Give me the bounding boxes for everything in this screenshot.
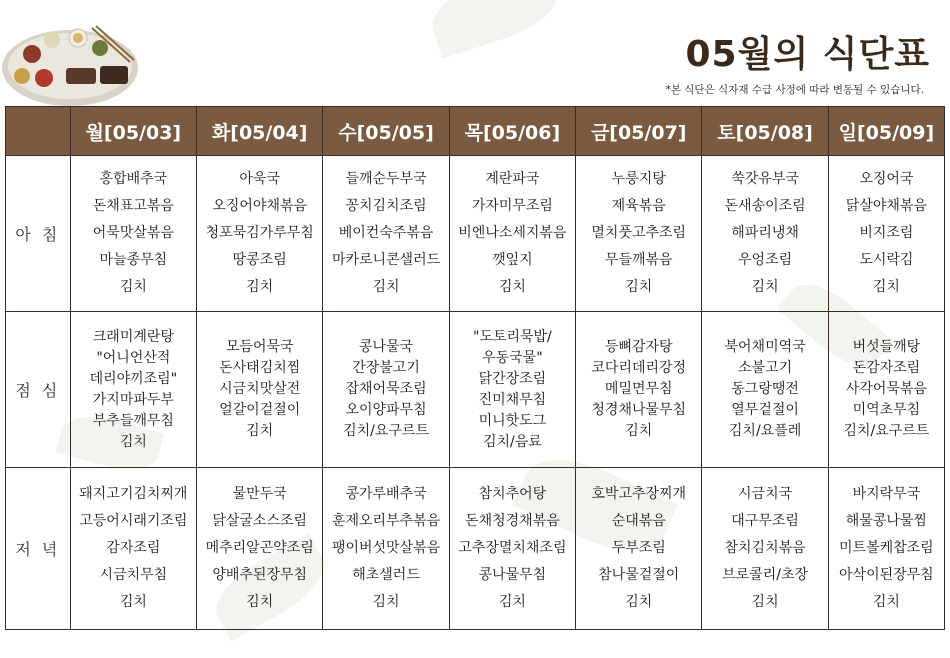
menu-cell (702, 156, 828, 312)
meal-label: 아 침 (6, 156, 71, 312)
dish-item: 해파리냉채 (731, 225, 799, 241)
dish-item: 호박고추장찌개 (591, 486, 687, 502)
dish-item: 동그랑땡전 (731, 381, 799, 397)
dish-item: 잡채어묵조림 (345, 381, 427, 397)
dish-item: 오이양파무침 (345, 402, 427, 418)
dish-item: 베이컨숙주볶음 (338, 225, 434, 241)
dish-item: 시금치국 (738, 486, 793, 502)
dish-item: 시금치맛살전 (219, 381, 301, 397)
menu-cell (828, 312, 944, 468)
dish-item: 김치 (625, 423, 653, 439)
dish-item: 데리야끼조림" (89, 370, 178, 387)
dish-item: 가자미무조림 (471, 198, 553, 214)
dish-item: 브로콜리/초장 (722, 567, 809, 583)
dish-item: 해초샐러드 (352, 567, 420, 583)
menu-cell (70, 312, 196, 468)
menu-cell (828, 156, 944, 312)
dish-item: 고추장멸치채조림 (458, 540, 567, 556)
dish-item: 아욱국 (239, 171, 280, 187)
dish-item: "도토리묵밥/ (473, 328, 552, 345)
menu-cell (702, 468, 828, 630)
background-leaf (424, 0, 566, 59)
dish-item: "어니언산적 (96, 349, 171, 366)
dish-item: 고등어시래기조림 (79, 513, 188, 529)
dish-item: 김치 (751, 279, 779, 295)
dish-item: 오징어야채볶음 (212, 198, 308, 214)
dish-item: 김치 (498, 279, 526, 295)
dish-item: 콩나물무침 (478, 567, 547, 583)
meal-label: 저 녁 (6, 468, 71, 630)
dish-item: 콩가루배추국 (345, 486, 427, 502)
dish-item: 쑥갓유부국 (731, 171, 799, 187)
menu-cell (197, 468, 323, 630)
dish-item: 훈제오리부추볶음 (331, 513, 441, 529)
dish-item: 마카로니콘샐러드 (331, 252, 441, 268)
dish-item: 어묵맛살볶음 (92, 225, 174, 241)
menu-notice: *본 식단은 식자재 수급 사정에 따라 변동될 수 있습니다. (665, 84, 924, 96)
dish-item: 꽁치김치조림 (345, 198, 427, 214)
header-corner (6, 107, 71, 156)
dish-item: 김치/요구르트 (343, 423, 429, 439)
food-photo-icon (0, 18, 140, 108)
day-header: 수[05/05] (323, 107, 449, 156)
dish-item: 참치추어탕 (478, 486, 547, 502)
dish-item: 두부조림 (611, 540, 666, 556)
dish-item: 도시락김 (859, 252, 914, 268)
menu-cell (323, 468, 449, 630)
day-header: 토[05/08] (702, 107, 828, 156)
dish-item: 돈새송이조림 (724, 198, 806, 214)
dish-item: 김치 (246, 279, 274, 295)
dish-item: 김치 (246, 594, 274, 610)
dish-item: 부추들깨무침 (92, 412, 174, 429)
dish-item: 등뼈감자탕 (604, 339, 673, 355)
dish-item: 김치 (246, 423, 274, 439)
dish-item: 소불고기 (738, 360, 793, 376)
dish-item: 참치김치볶음 (724, 540, 806, 556)
dish-item: 양배추된장무침 (212, 567, 308, 583)
dish-item: 북어채미역국 (724, 339, 806, 355)
dish-item: 무들깨볶음 (604, 252, 673, 268)
menu-cell (449, 156, 575, 312)
dish-item: 메밀면무침 (604, 381, 673, 397)
dish-item: 우동국물" (482, 349, 543, 366)
dish-item: 김치 (119, 594, 147, 610)
day-header: 월[05/03] (70, 107, 196, 156)
dish-item: 청경채나물무침 (591, 402, 687, 418)
menu-cell (197, 312, 323, 468)
dish-item: 대구무조림 (731, 513, 799, 529)
dish-item: 메추리알곤약조림 (205, 540, 314, 556)
dish-item: 해물콩나물찜 (845, 513, 927, 529)
day-header: 일[05/09] (828, 107, 944, 156)
dish-item: 비엔나소세지볶음 (458, 225, 567, 241)
dish-item: 미역초무침 (852, 402, 921, 418)
dish-item: 청포묵김가루무침 (205, 225, 314, 241)
dish-item: 김치/음료 (482, 433, 542, 450)
dish-item: 닭살굴소스조림 (212, 513, 308, 529)
day-header: 금[05/07] (576, 107, 702, 156)
dish-item: 마늘종무침 (99, 252, 168, 268)
dish-item: 돼지고기김치찌개 (79, 486, 188, 502)
dish-item: 멸치풋고추조림 (591, 225, 687, 241)
dish-item: 제육볶음 (611, 198, 666, 214)
menu-cell (449, 468, 575, 630)
dish-item: 사각어묵볶음 (845, 381, 927, 397)
dish-item: 김치 (751, 594, 779, 610)
meal-label: 점 심 (6, 312, 71, 468)
dish-item: 김치/요플레 (728, 423, 802, 439)
dish-item: 김치 (372, 279, 400, 295)
dish-item: 김치 (119, 279, 147, 295)
menu-cell (702, 312, 828, 468)
dish-item: 팽이버섯맛살볶음 (331, 540, 441, 556)
meal-row (6, 156, 945, 312)
dish-item: 순대볶음 (611, 513, 666, 529)
dish-item: 얼갈이겉절이 (219, 402, 301, 418)
dish-item: 돈사태김치찜 (219, 360, 301, 376)
dish-item: 김치 (625, 594, 653, 610)
dish-item: 돈채표고볶음 (92, 198, 174, 214)
dish-item: 가지마파두부 (92, 391, 174, 408)
menu-cell (323, 156, 449, 312)
menu-cell (449, 312, 575, 468)
dish-item: 감자조림 (106, 540, 161, 556)
page-title: 05월의 식단표 (685, 34, 930, 75)
dish-item: 오징어국 (859, 171, 914, 187)
dish-item: 김치 (119, 433, 147, 450)
menu-cell (70, 468, 196, 630)
dish-item: 코다리데리강정 (591, 360, 687, 376)
dish-item: 콩나물국 (358, 339, 414, 355)
dish-item: 미니핫도그 (478, 412, 547, 429)
menu-cell (828, 468, 944, 630)
dish-item: 홍합배추국 (99, 171, 168, 187)
menu-cell (576, 312, 702, 468)
day-header: 화[05/04] (197, 107, 323, 156)
dish-item: 아삭이된장무침 (839, 567, 934, 583)
dish-item: 시금치무침 (99, 567, 168, 583)
dish-item: 들깨순두부국 (345, 171, 427, 187)
dish-item: 땅콩조림 (232, 252, 287, 268)
dish-item: 돈채청경채볶음 (465, 513, 560, 529)
dish-item: 닭간장조림 (478, 370, 547, 387)
dish-item: 누룽지탕 (611, 171, 666, 187)
meal-row (6, 468, 945, 630)
dish-item: 김치 (372, 594, 400, 610)
dish-item: 김치 (872, 279, 900, 295)
dish-item: 김치 (625, 279, 653, 295)
menu-cell (576, 468, 702, 630)
dish-item: 깻잎지 (492, 252, 533, 268)
menu-table (5, 106, 945, 630)
dish-item: 크래미계란탕 (92, 328, 174, 345)
dish-item: 비지조림 (859, 225, 914, 241)
dish-item: 김치 (498, 594, 526, 610)
dish-item: 돈감자조림 (852, 360, 921, 376)
dish-item: 우엉조림 (738, 252, 793, 268)
dish-item: 간장불고기 (352, 360, 420, 376)
dish-item: 참나물겉절이 (598, 567, 680, 583)
menu-cell (576, 156, 702, 312)
dish-item: 계란파국 (485, 171, 540, 187)
menu-cell (70, 156, 196, 312)
dish-item: 모듬어묵국 (225, 339, 294, 355)
day-header: 목[05/06] (449, 107, 575, 156)
menu-cell (323, 312, 449, 468)
dish-item: 열무겉절이 (731, 402, 799, 418)
dish-item: 닭살야채볶음 (845, 198, 927, 214)
dish-item: 바지락무국 (852, 486, 921, 502)
menu-header-row (6, 107, 945, 156)
meal-row (6, 312, 945, 468)
dish-item: 김치 (872, 594, 900, 610)
dish-item: 버섯들깨탕 (852, 339, 921, 355)
dish-item: 진미채무침 (478, 391, 547, 408)
dish-item: 김치/요구르트 (843, 423, 930, 439)
dish-item: 물만두국 (232, 486, 287, 502)
menu-cell (197, 156, 323, 312)
dish-item: 미트볼케찹조림 (839, 540, 934, 556)
